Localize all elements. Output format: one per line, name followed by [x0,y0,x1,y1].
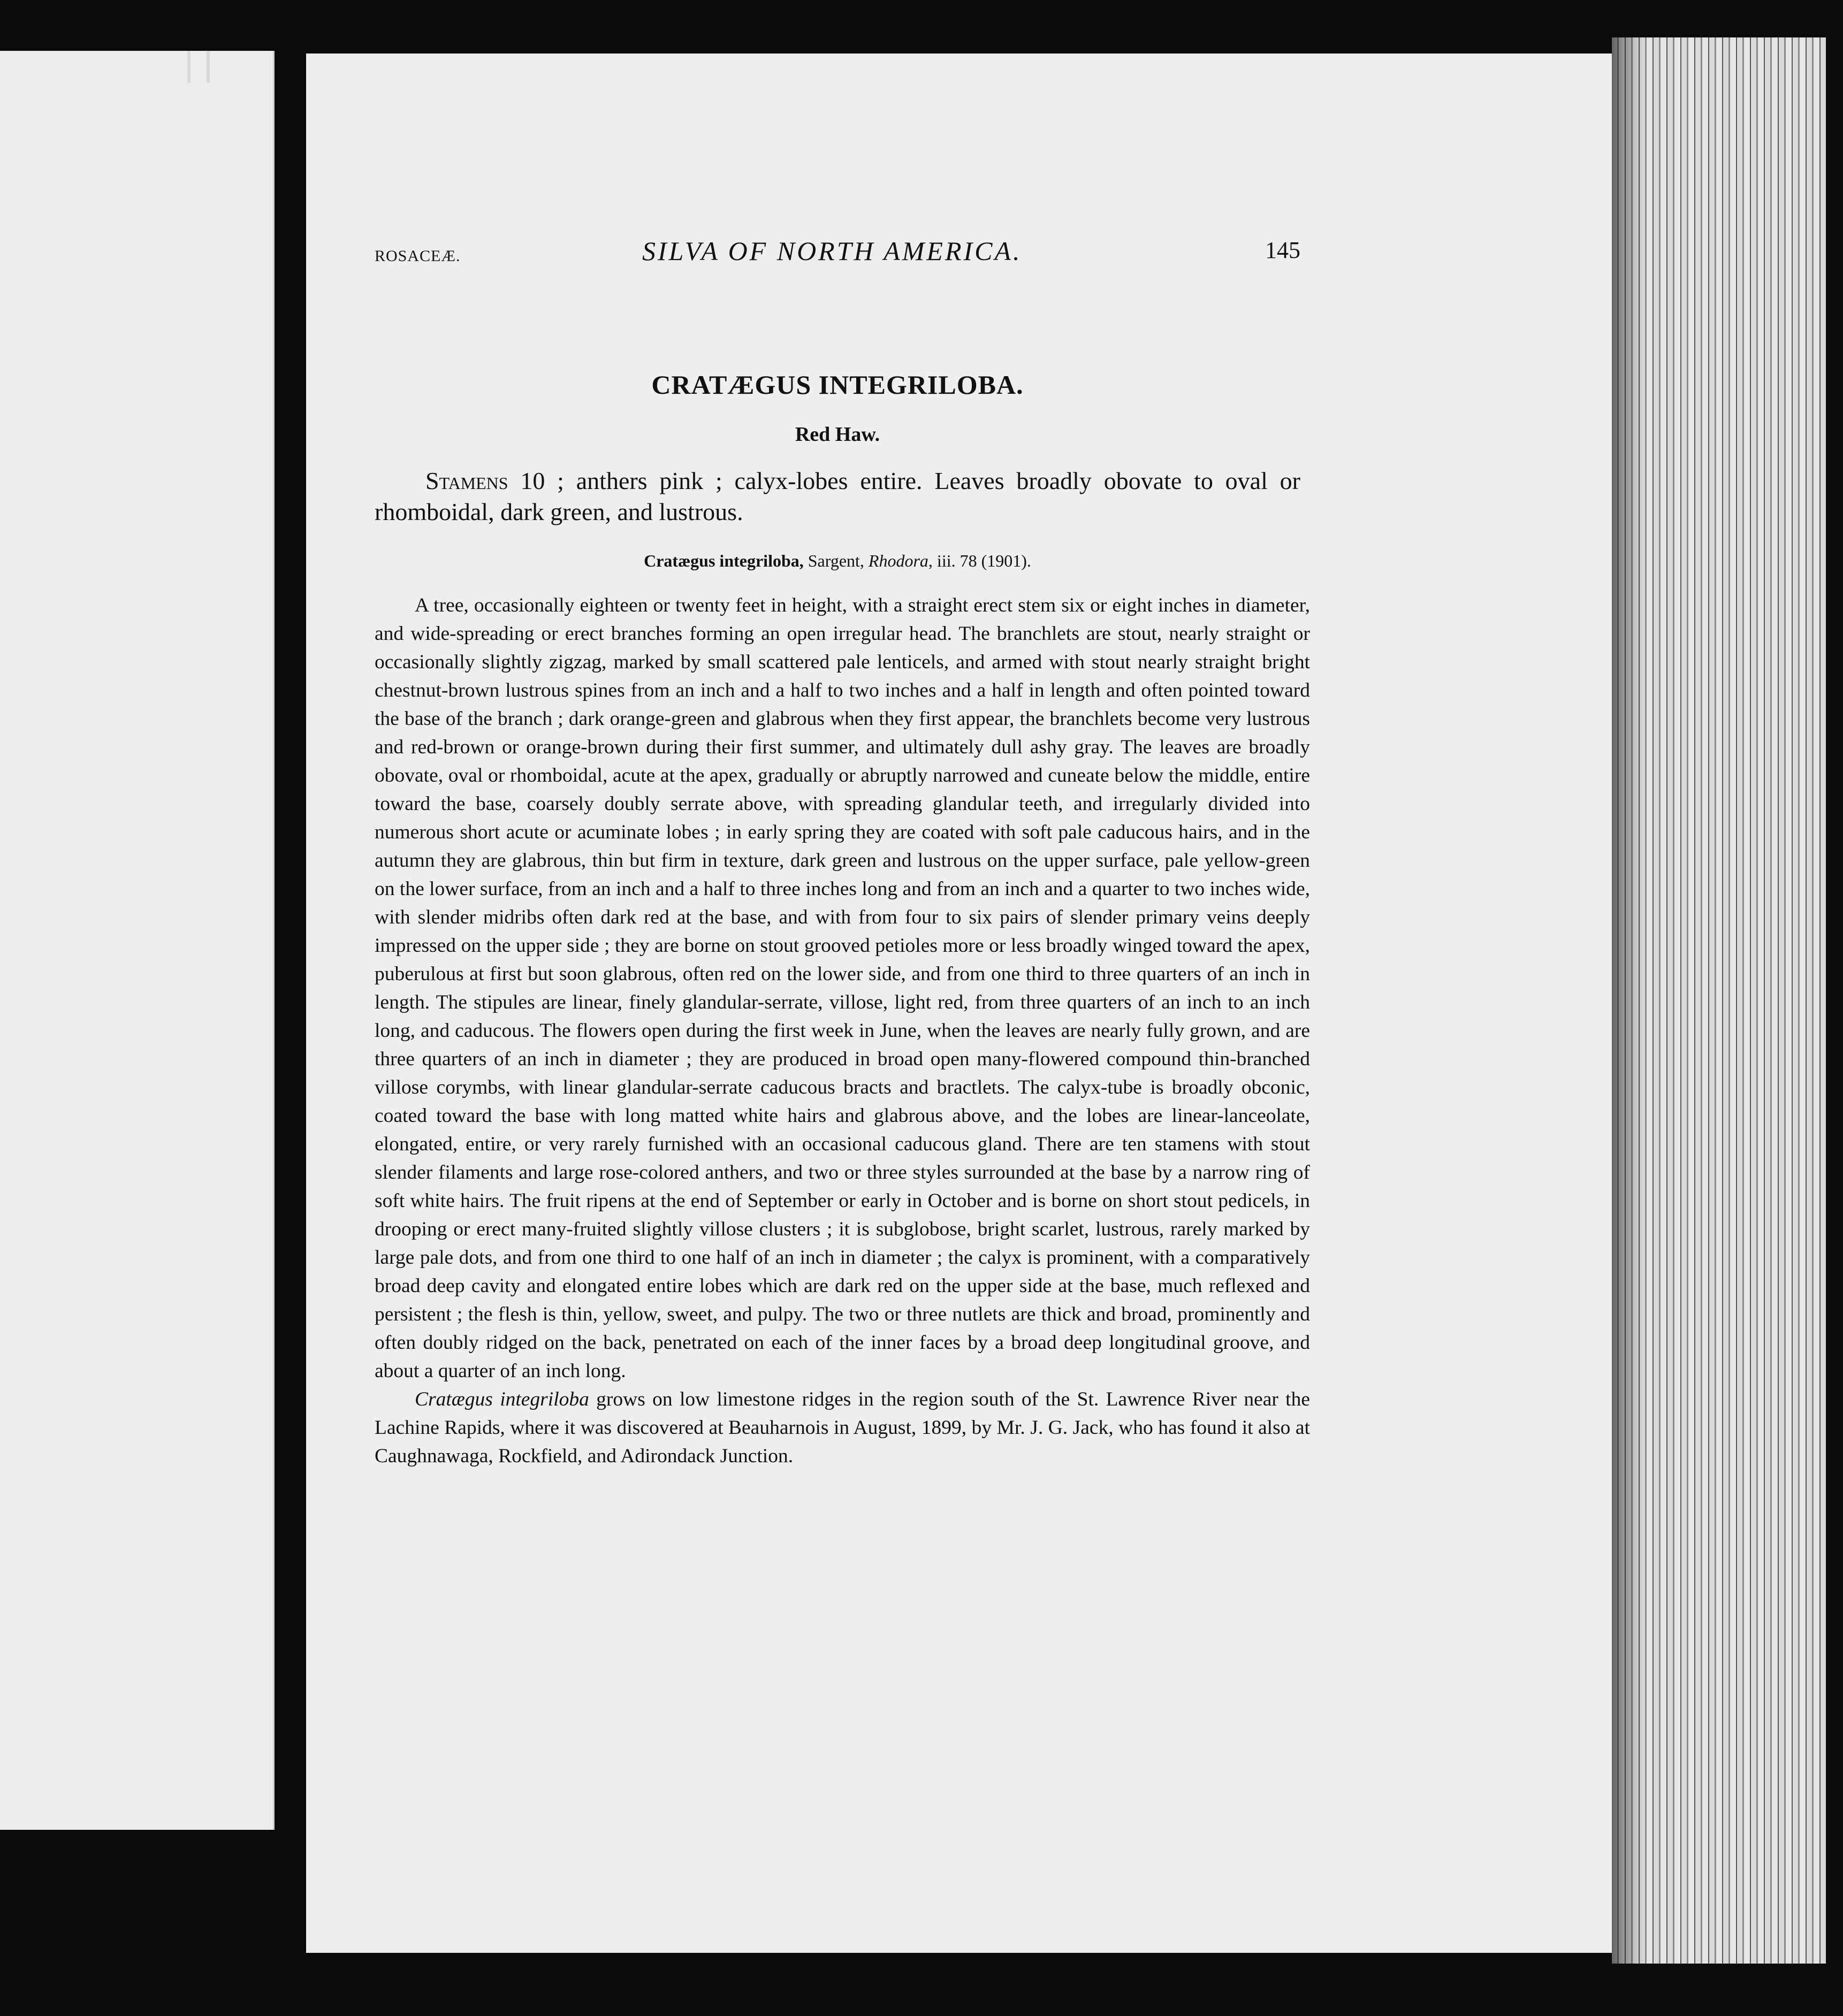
fore-edge [1612,37,1826,1964]
citation-name: Cratægus integriloba, [644,551,804,570]
distribution-text: grows on low limestone ridges in the region south of the St. Lawrence River near the Lachine Rapids, where it was discovered at Beauharnois in August, 1899, by Mr. J. G. Jack, who has found it also at Caughnawaga, Rockfield, and Adirondack Junction. [375,1388,1310,1467]
diagnosis [375,465,1300,528]
body-text [375,591,1310,1470]
diagnosis-text: 10 ; anthers pink ; calyx-lobes entire. Leaves broadly obovate to oval or rhomboidal, dark green, and lustrous. [375,467,1300,525]
diagnosis-lead: Stamens [425,467,508,494]
running-head [375,235,1300,278]
fore-edge-shadow [1612,37,1644,1964]
running-head-family: ROSACEÆ. [375,247,461,265]
common-name: Red Haw. [795,423,880,446]
facing-page [0,51,275,1830]
citation [375,551,1300,571]
citation-ref: , iii. 78 (1901). [928,551,1031,570]
page-edge-marks [187,51,210,83]
species-title: CRATÆGUS INTEGRILOBA. [651,370,1024,400]
distribution-paragraph [375,1385,1310,1470]
page-number: 145 [1265,237,1300,263]
description-paragraph: A tree, occasionally eighteen or twenty feet in height, with a straight erect stem six or eight inches in diameter, and wide-spreading or erect branches forming an open irregular head. The branchlets are stout, nearly straight or occasionally slightly zigzag, marked by small scattered pale lenticels, and armed with stout nearly straight bright chestnut-brown lustrous spines from an inch and a half to two inches and a half in length and often pointed toward the base of the branch ; dark orange-green and glabrous when they first appear, the branchlets become very lustrous and red-brown or orange-brown during their first summer, and ultimately dull ashy gray. The leaves are broadly obovate, oval or rhomboidal, acute at the apex, gradually or abruptly narrowed and cuneate below the middle, entire toward the base, coarsely doubly serrate above, with spreading glandular teeth, and irregularly divided into numerous short acute or acuminate lobes ; in early spring they are coated with soft pale caducous hairs, and in the autumn they are glabrous, thin but firm in texture, dark green and lustrous on the upper surface, pale yellow-green on the lower surface, from an inch and a half to three inches long and from an inch and a quarter to two inches wide, with slender midribs often dark red at the base, and with from four to six pairs of slender primary veins deeply impressed on the upper side ; they are borne on stout grooved petioles more or less broadly winged toward the apex, puberulous at first but soon glabrous, often red on the lower side, and from one third to three quarters of an inch in length. The stipules are linear, finely glandular-serrate, villose, light red, from three quarters of an inch to an inch long, and caducous. The flowers open during the first week in June, when the leaves are nearly fully grown, and are three quarters of an inch in diameter ; they are produced in broad open many-flowered compound thin-branched villose corymbs, with linear glandular-serrate caducous bracts and bractlets. The calyx-tube is broadly obconic, coated toward the base with long matted white hairs and glabrous above, and the lobes are linear-lanceolate, elongated, entire, or very rarely furnished with an occasional caducous gland. There are ten stamens with stout slender filaments and large rose-colored anthers, and two or three styles surrounded at the base by a narrow ring of soft white hairs. The fruit ripens at the end of September or early in October and is borne on short stout pedicels, in drooping or erect many-fruited slightly villose clusters ; it is subglobose, bright scarlet, lustrous, rarely marked by large pale dots, and from one third to one half of an inch in diameter ; the calyx is prominent, with a comparatively broad deep cavity and elongated entire lobes which are dark red on the upper side at the base, much reflexed and persistent ; the flesh is thin, yellow, sweet, and pulpy. The two or three nutlets are thick and broad, prominently and often doubly ridged on the back, penetrated on each of the inner faces by a broad deep longitudinal groove, and about a quarter of an inch long. [375,594,1310,1382]
running-head-title: SILVA OF NORTH AMERICA. [642,236,1022,266]
distribution-species: Cratægus integriloba [415,1388,589,1410]
citation-author: Sargent, [803,551,869,570]
citation-journal: Rhodora [868,551,928,570]
